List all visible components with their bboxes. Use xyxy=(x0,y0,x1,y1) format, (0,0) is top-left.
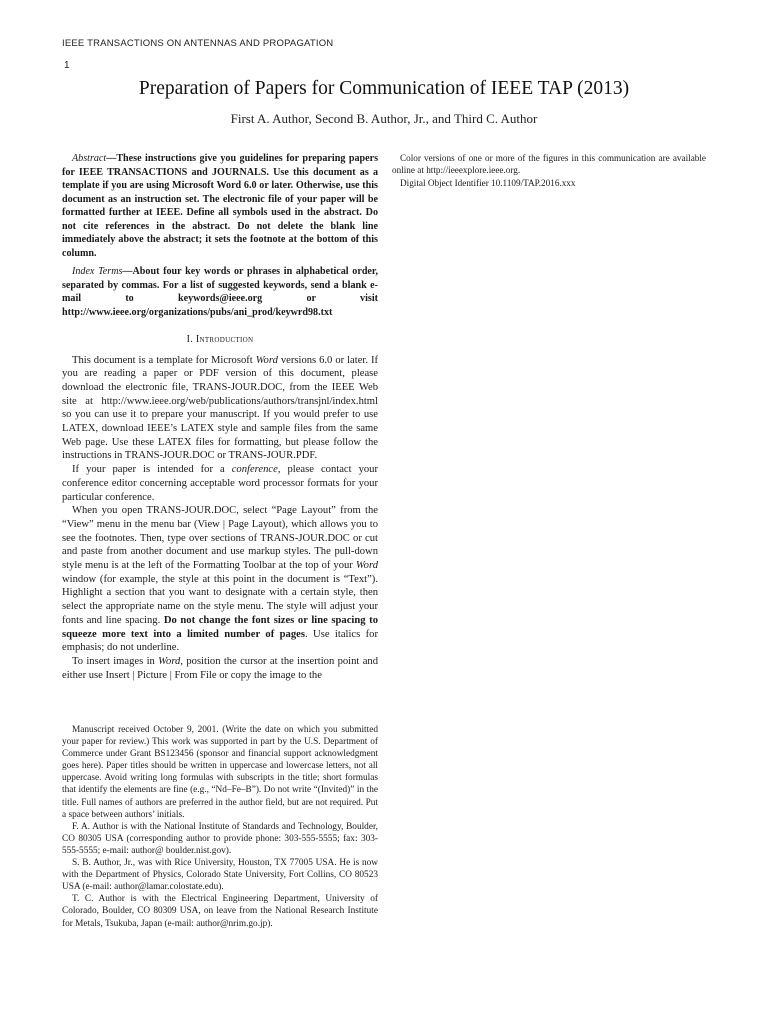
text-run-italic: Word xyxy=(255,354,278,366)
footnote-author-1: F. A. Author is with the National Institute of Standards and Technology, Boulder, CO 80305 USA (corresponding author to provide phone: 303-555-5555; fax: 303-555-5555; e-mail: author@ boulder.nist.gov). xyxy=(62,821,378,856)
paper-title: Preparation of Papers for Communication of IEEE TAP (2013) xyxy=(138,78,630,99)
text-run-italic: conference xyxy=(231,464,278,476)
abstract-lead: Abstract xyxy=(72,153,107,164)
text-run: This document is a template for Microsoft xyxy=(72,354,256,366)
text-run-italic: Word xyxy=(158,655,181,667)
abstract-text: —These instructions give you guidelines for preparing papers for IEEE TRANSACTIONS and JOURNALS. Use this document as a template if you are using Microsoft Word 6.0 or later. Otherwise, use this document as an instruction set. The electronic file of your paper will be formatted further at IEEE. Define all symbols used in the abstract. Do not cite references in the abstract. Do not delete the blank line immediately above the abstract; it sets the footnote at the bottom of this column. xyxy=(62,153,378,259)
text-run: . Use italics for emphasis; do not underline. xyxy=(62,628,378,654)
text-run: If your paper is intended for a xyxy=(72,464,232,476)
intro-paragraph-3 xyxy=(62,504,378,655)
text-run: , position the cursor at the insertion point and either use Insert | Picture | From File or copy the image to the xyxy=(62,655,378,681)
intro-paragraph-4 xyxy=(62,655,378,682)
text-run: window (for example, the style at this point in the document is “Text”). Highlight a section that you want to designate with a certain style, then select the appropriate name on the style menu. The style will adjust your fonts and line spacing. xyxy=(62,573,378,626)
intro-paragraph-1 xyxy=(62,354,378,464)
footnote-block xyxy=(62,724,378,930)
page-number: 1 xyxy=(64,60,70,71)
intro-paragraph-2 xyxy=(62,463,378,504)
section-heading xyxy=(62,333,378,347)
section-number: I. xyxy=(186,334,194,345)
author-line: First A. Author, Second B. Author, Jr., and Third C. Author xyxy=(230,111,538,126)
index-terms-lead: Index Terms xyxy=(72,266,123,277)
index-terms-text: —About four key words or phrases in alphabetical order, separated by commas. For a list of suggested keywords, send a blank e-mail to keywords@ieee.org or visit http://www.ieee.org/organizations/pubs/ani_prod/keywrd98.txt xyxy=(62,266,378,318)
text-run-italic: Word xyxy=(355,560,378,572)
text-run-bold: Do not change the font sizes or line spacing to squeeze more text into a limited number of pages xyxy=(62,614,378,640)
footnote-manuscript: Manuscript received October 9, 2001. (Write the date on which you submitted your paper for review.) This work was supported in part by the U.S. Department of Commerce under Grant BS123456 (sponsor and financial support acknowledgment goes here). Paper titles should be written in uppercase and lowercase letters, not all uppercase. Avoid writing long formulas with subscripts in the title; short formulas that identify the elements are fine (e.g., “Nd–Fe–B”). Do not write “(Invited)” in the title. Full names of authors are preferred in the author field, but are not required. Put a space between authors’ initials. xyxy=(62,725,378,820)
section-title: Introduction xyxy=(195,334,254,345)
index-terms xyxy=(62,265,378,319)
text-run: , please contact your conference editor concerning acceptable word processor formats for your particular conference. xyxy=(62,464,378,503)
text-run: versions 6.0 or later. If you are reading a paper or PDF version of this document, please download the electronic file, TRANS-JOUR.DOC, from the IEEE Web site at http://www.ieee.org/web/publications/authors/transjnl/index.html so you can use it to prepare your manuscript. If you would prefer to use LATEX, download IEEE’s LATEX style and sample files from the same Web page. Use these LATEX files for formatting, but please follow the instructions in TRANS-JOUR.DOC or TRANS-JOUR.PDF. xyxy=(62,354,378,462)
text-run: To insert images in xyxy=(72,655,159,667)
abstract xyxy=(62,152,378,260)
doi-line: Digital Object Identifier 10.1109/TAP.2016.xxx xyxy=(400,177,576,188)
running-head: IEEE TRANSACTIONS ON ANTENNAS AND PROPAGATION xyxy=(62,38,334,49)
text-run: When you open TRANS-JOUR.DOC, select “Page Layout” from the “View” menu in the menu bar (View | Page Layout), which allows you to see the footnotes. Then, type over sections of TRANS-JOUR.DOC or cut and paste from another document and use markup styles. The pull-down style menu is at the left of the Formatting Toolbar at the top of your xyxy=(62,505,378,572)
right-column xyxy=(392,152,706,189)
footnote-author-3: T. C. Author is with the Electrical Engineering Department, University of Colorado, Boulder, CO 80309 USA, on leave from the National Research Institute for Metals, Tsukuba, Japan (e-mail: author@nrim.go.jp). xyxy=(62,894,378,929)
color-versions-note: Color versions of one or more of the figures in this communication are available online at http://ieeexplore.ieee.org. xyxy=(392,153,706,176)
footnote-author-2: S. B. Author, Jr., was with Rice University, Houston, TX 77005 USA. He is now with the Department of Physics, Colorado State University, Fort Collins, CO 80523 USA (e-mail: author@lamar.colostate.edu). xyxy=(62,858,378,893)
left-column xyxy=(62,152,378,682)
